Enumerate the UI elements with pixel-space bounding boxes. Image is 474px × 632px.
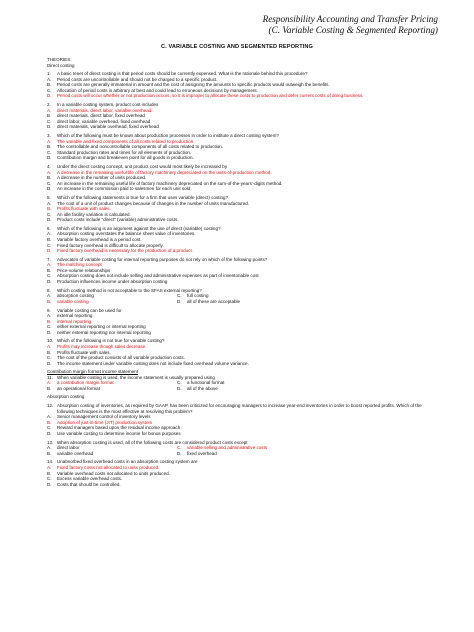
choice-row xyxy=(47,330,447,336)
question-number: 6. xyxy=(47,225,51,231)
choice-letter: D. xyxy=(47,186,52,192)
choice-text: all of the above xyxy=(187,385,218,391)
choice-letter: B. xyxy=(47,206,52,212)
question-number: 7. xyxy=(47,256,51,262)
question-text: Advocates of variable costing for internal reporting purposes do not rely on which of the following points? xyxy=(57,256,268,262)
choice-row xyxy=(47,482,447,488)
choice-text: full costing xyxy=(187,293,209,299)
choice-row xyxy=(47,155,447,161)
question-9 xyxy=(47,308,447,314)
choice-text: variable costing xyxy=(57,298,89,304)
choice-letter: A. xyxy=(47,293,52,299)
choice-text: Profits may increase though sales decrease. xyxy=(57,344,147,350)
question-number: 11. xyxy=(47,374,53,380)
choice-letter: D. xyxy=(47,481,52,487)
choice-letter: D. xyxy=(47,155,52,161)
choice-letter: C. xyxy=(47,273,52,279)
choice-letter: D. xyxy=(47,217,52,223)
choice-text: Period costs are uncontrollable and should not be charged to a specific product. xyxy=(57,76,218,82)
choice-letter: C. xyxy=(47,242,52,248)
choice-text: internal reporting xyxy=(57,318,92,324)
choice-text: Profits fluctuate with sales. xyxy=(57,206,111,212)
choice-text: direct materials, direct labor, fixed overhead xyxy=(57,113,145,119)
section-contribution-margin: Contribution margin format income statement xyxy=(47,369,138,375)
choice-text: variable selling and administrative costs xyxy=(187,445,268,451)
choice-row xyxy=(47,279,447,285)
choice-letter: A. xyxy=(47,414,52,420)
choice-letter: A. xyxy=(47,464,52,470)
choice-row xyxy=(47,124,447,130)
choice-letter: A. xyxy=(47,380,52,386)
question-text: Which of the following is an argument against the use of direct (variable) costing? xyxy=(57,225,221,231)
theories-label: THEORIES: xyxy=(47,57,72,62)
choice-text: an operational format xyxy=(57,385,100,391)
choice-letter: D. xyxy=(47,360,52,366)
question-number: 4. xyxy=(47,164,51,170)
choice-text: A decrease in the remaining useful life of factory machinery depreciated on the units-of-production method. xyxy=(57,169,272,175)
question-number: 14. xyxy=(47,459,54,465)
choice-letter: B. xyxy=(47,318,52,324)
choice-letter: B. xyxy=(47,82,52,88)
choice-letter: A. xyxy=(47,313,52,319)
choice-letter: D. xyxy=(47,248,52,254)
choice-text: a functional format xyxy=(187,380,225,386)
choice-text: Period costs will occur whether or not production occurs, so it is improper to allocate these costs to production and defer current costs of doing business. xyxy=(57,93,364,99)
question-number: 8. xyxy=(47,287,51,293)
choice-row xyxy=(47,431,447,437)
choice-letter: C. xyxy=(47,476,52,482)
choice-text: Adoption of just-in-time (JIT) production system xyxy=(57,419,153,425)
section-absorption-costing: Absorption costing xyxy=(47,394,85,400)
choice-letter: B. xyxy=(47,113,52,119)
choice-letter: B. xyxy=(47,349,52,355)
choice-text: external reporting xyxy=(57,313,93,319)
choice-text: either external reporting or internal reporting xyxy=(57,324,146,330)
question-number: 3. xyxy=(47,133,51,139)
choice-text: The controllable and noncontrollable components of all costs related to production. xyxy=(57,144,224,150)
header-line-2: (C. Variable Costing & Segmented Reporting) xyxy=(268,24,438,35)
choice-letter: A. xyxy=(47,200,52,206)
choice-letter: A. xyxy=(47,169,52,175)
choice-text: The cost of the product consists of all variable production costs. xyxy=(57,355,185,361)
choice-text: Period costs are generally immaterial in amount and the cost of assigning the amounts to specific products would outweigh the benefits. xyxy=(57,82,330,88)
choice-text: Allocation of period costs is arbitrary at best and could lead to erroneous decisions by management. xyxy=(57,87,258,93)
choice-letter: B. xyxy=(47,470,52,476)
choice-letter: C. xyxy=(47,425,52,431)
choice-letter: D. xyxy=(177,298,182,304)
header-line-1: Responsibility Accounting and Transfer Pricing xyxy=(262,14,438,24)
choice-text: Contribution margin and breakeven point for all goods in production. xyxy=(57,155,194,161)
choice-text: An increase in the commission paid to salesmen for each unit sold. xyxy=(57,186,192,192)
choice-row xyxy=(47,217,447,223)
choice-letter: C. xyxy=(47,355,52,361)
question-number: 2. xyxy=(47,102,51,108)
choice-text: fixed overhead xyxy=(187,450,217,456)
choice-text: Reward managers based upon the residual income approach xyxy=(57,425,181,431)
question-text: Which of the following is not true for variable costing? xyxy=(57,338,165,344)
choice-text: An idle facility variation is calculated. xyxy=(57,211,131,217)
choice-letter: B. xyxy=(47,236,52,242)
choice-text: An increase in the remaining useful life of factory machinery depreciated on the sum-of-the-years'-digits method. xyxy=(57,180,283,186)
choice-text: a contribution margin format xyxy=(57,380,114,386)
choice-letter: A. xyxy=(47,445,52,451)
choice-text: Excess variable overhead costs. xyxy=(57,476,123,482)
question-8-choices xyxy=(47,293,447,304)
choice-letter: D. xyxy=(177,385,182,391)
choice-text: Price-volume relationships xyxy=(57,267,111,273)
choice-text: Fixed factory overhead is difficult to allocate properly. xyxy=(57,242,164,248)
choice-letter: B. xyxy=(47,267,52,273)
choice-letter: B. xyxy=(47,450,52,456)
question-14 xyxy=(47,459,447,487)
question-number: 12. xyxy=(47,403,54,409)
question-11-choices xyxy=(47,380,447,391)
choice-text: Standard production rates and times for all elements of production. xyxy=(57,149,192,155)
choice-letter: C. xyxy=(47,211,52,217)
choice-letter: A. xyxy=(47,107,52,113)
question-number: 13. xyxy=(47,439,54,445)
question-number: 9. xyxy=(47,307,51,313)
section-direct-costing: Direct costing xyxy=(47,62,75,68)
choice-text: Product costs include "direct" (variable) administrative costs. xyxy=(57,217,179,223)
question-text: Variable costing can be used for xyxy=(57,307,122,313)
choice-letter: C. xyxy=(47,149,52,155)
choice-text: Costs that should be controlled. xyxy=(57,481,121,487)
choice-letter: D. xyxy=(47,93,52,99)
document-title: C. VARIABLE COSTING AND SEGMENTED REPORTING xyxy=(161,44,313,50)
choice-text: Profits fluctuate with sales. xyxy=(57,349,111,355)
question-text: Which costing method is not acceptable to the SFAS external reporting? xyxy=(57,287,202,293)
choice-letter: A. xyxy=(47,344,52,350)
choice-letter: C. xyxy=(47,118,52,124)
question-text: A basic tenet of direct costing is that period costs should be currently expensed. What is the rationale behind this procedure? xyxy=(57,71,308,77)
choice-text: direct materials, variable overhead, fixed overhead xyxy=(57,124,159,130)
choice-text: The income statement under variable costing does not include fixed overhead volume variance. xyxy=(57,360,249,366)
choice-text: Production influences income under absorption costing xyxy=(57,279,168,284)
choice-text: direct materials, direct labor, variable overhead xyxy=(57,107,152,113)
choice-letter: D. xyxy=(177,450,182,456)
choice-letter: C. xyxy=(47,180,52,186)
choice-letter: C. xyxy=(177,293,182,299)
question-group-2 xyxy=(47,308,447,367)
question-12 xyxy=(47,403,447,436)
question-text: When variable costing is used, the income statement is usually prepared using xyxy=(57,374,215,380)
choice-letter: D. xyxy=(47,124,52,130)
choice-text: Use variable costing to determine income for bonus purposes xyxy=(57,430,181,436)
choice-text: Variable factory overhead is a period cost. xyxy=(57,236,142,242)
document-body xyxy=(47,57,447,487)
choice-text: direct labor, variable overhead, fixed overhead xyxy=(57,118,151,124)
choice-letter: A. xyxy=(47,262,52,268)
question-text: Unabsorbed fixed overhead costs in an absorption costing system are xyxy=(57,459,198,465)
question-12 xyxy=(47,403,447,414)
document-header xyxy=(263,14,438,35)
choice-letter: C. xyxy=(177,445,182,451)
choice-letter: D. xyxy=(47,430,52,436)
question-text: Which of the following statements is true for a firm that uses variable (direct) costing? xyxy=(57,194,229,200)
choice-letter: C. xyxy=(47,87,52,93)
question-text: When absorption costing is used, all of the following costs are considered product costs except xyxy=(57,439,248,445)
choice-letter: B. xyxy=(47,385,52,391)
question-13-choices xyxy=(47,445,447,456)
choice-text: The matching concept xyxy=(57,262,102,268)
choice-text: Variable overhead costs not allocated to units produced. xyxy=(57,470,170,476)
choice-letter: B. xyxy=(47,175,52,181)
choice-letter: D. xyxy=(47,279,52,284)
choice-row xyxy=(47,93,447,99)
question-number: 1. xyxy=(47,71,51,77)
choice-letter: A. xyxy=(47,231,52,237)
choice-row xyxy=(47,186,447,192)
question-text: Under the direct costing concept, unit product cost would most likely be increased by xyxy=(57,164,228,170)
choice-text: A decrease in the number of units produced. xyxy=(57,175,147,181)
choice-text: The variable and fixed components of all costs related to production. xyxy=(57,138,195,144)
choice-letter: A. xyxy=(47,138,52,144)
choice-text: Absorption costing does not include selling and administrative expenses as part of inventoriable cost xyxy=(57,273,259,279)
choice-text: direct labor xyxy=(57,445,80,451)
question-text: In a variable costing system, product cost includes xyxy=(57,102,159,108)
choice-letter: B. xyxy=(47,144,52,150)
choice-letter: D. xyxy=(47,329,52,335)
choice-row xyxy=(47,248,447,254)
question-number: 10. xyxy=(47,338,54,344)
choice-text: Senior management control of inventory levels xyxy=(57,414,151,420)
choice-text: The cost of a unit of product changes because of changes in the number of units manufactured. xyxy=(57,200,250,206)
choice-letter: B. xyxy=(47,419,52,425)
choice-text: Fixed factory costs not allocated to units produced. xyxy=(57,464,160,470)
choice-letter: A. xyxy=(47,76,52,82)
choice-letter: C. xyxy=(47,324,52,330)
choice-text: absorption costing xyxy=(57,293,94,299)
choice-text: all of these are acceptable xyxy=(187,298,241,304)
choice-letter: C. xyxy=(177,380,182,386)
choice-text: Absorption costing overstates the balance sheet value of inventories. xyxy=(57,231,196,237)
choice-text: neither external reporting nor internal reporting xyxy=(57,329,151,335)
question-group-1 xyxy=(47,71,447,284)
choice-letter: B. xyxy=(47,298,52,304)
question-text: Which of the following must be known about production processes in order to institute a direct costing system? xyxy=(57,133,279,139)
choice-text: variable overhead xyxy=(57,450,94,456)
question-text: Absorption costing of inventories, as required by GAAP, has been criticized for encouraging managers to increase year-end inventories in order to boost reported profits. Which of the following techniques is the most effective at resolving this problem? xyxy=(57,403,422,414)
choice-text: Fixed factory overhead is necessary for the production of a product. xyxy=(57,248,193,254)
question-7 xyxy=(47,257,447,263)
question-number: 5. xyxy=(47,194,51,200)
